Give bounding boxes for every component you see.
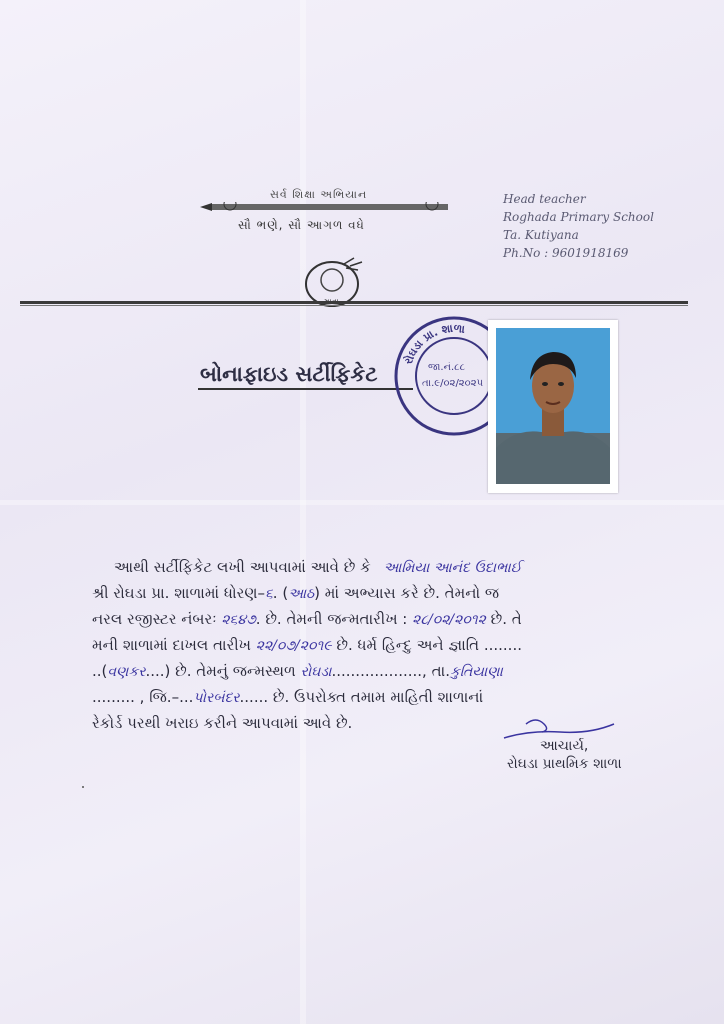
pencil-icon [200, 202, 455, 212]
body-line-1 [114, 558, 522, 576]
signature-title: આચાર્ય, [540, 738, 589, 754]
birthplace: રોઘડા [300, 664, 332, 680]
title-underline [198, 388, 413, 390]
caste: વણકર [107, 664, 146, 680]
taluka: કુતિયાણા [450, 664, 503, 680]
paper-speck [82, 786, 84, 788]
body-line-6 [92, 688, 483, 706]
district: પોરબંદર [193, 690, 240, 706]
intro-text: આથી સર્ટીફિકેટ લખી આપવામાં આવે છે કે [114, 558, 371, 576]
header-divider [20, 301, 688, 304]
student-photo-image [496, 328, 610, 484]
body-line-7: રેકોર્ડ પરથી ખરાઇ કરીને આપવામાં આવે છે. [92, 714, 353, 732]
district-label: ......... , જિ.–... [92, 688, 194, 706]
date-of-birth: ૨૮/૦૨/૨૦૧૨ [412, 612, 486, 628]
motto-top: સર્વ શિક્ષા અભિયાન [270, 188, 368, 201]
taluka-label: ..................., તા. [331, 662, 450, 680]
body-line-2 [92, 584, 499, 602]
head-teacher-phone: Ph.No : 9601918169 [503, 246, 629, 260]
caste-open: ..( [92, 662, 108, 680]
paper-crease [0, 500, 724, 505]
register-label: નરલ રજીસ્ટર નંબરઃ [92, 610, 217, 628]
paper-crease [300, 0, 306, 1024]
stamp-number: જા.નં.૮૮ [428, 362, 466, 373]
head-teacher-line3: Ta. Kutiyana [503, 228, 579, 242]
head-teacher-info [503, 190, 654, 262]
body-line-3 [92, 610, 522, 628]
signature-school: રોઘડા પ્રાથમિક શાળા [507, 756, 622, 772]
body-line-5 [92, 662, 503, 680]
header-divider-thin [20, 305, 688, 306]
studying-text: ) માં અભ્યાસ કરે છે. તેમનો જ [314, 584, 500, 602]
header-motto [200, 188, 460, 248]
register-number: ૨૬૪૭ [221, 612, 256, 628]
religion-caste-label: છે. ધર્મ હિન્દુ અને જ્ઞાતિ ........ [336, 636, 522, 654]
school-std-text: શ્રી રોઘડા પ્રા. શાળામાં ધોરણ– [92, 584, 265, 602]
student-standard: ૬ [264, 586, 273, 602]
stamp-date: તા.૯/૦૨/૨૦૨૫ [422, 378, 484, 389]
stamp-top-text: રોઘડા પ્રા. શાળા [401, 321, 466, 367]
birthplace-label: ....) છે. તેમનું જન્મસ્થળ [145, 662, 296, 680]
admission-label: મની શાળામાં દાખલ તારીખ [92, 636, 251, 654]
paren-open: . ( [272, 584, 289, 602]
info-statement: ...... છે. ઉપરોક્ત તમામ માહિતી શાળાનાં [239, 688, 484, 706]
body-line-4 [92, 636, 522, 654]
motto-bottom: સૌ ભણે, સૌ આગળ વધે [238, 218, 365, 232]
head-teacher-line2: Roghada Primary School [503, 210, 654, 224]
line3-end: છે. તે [490, 610, 522, 628]
certificate-title: બોનાફાઇડ સર્ટીફિકેટ [200, 362, 378, 386]
student-standard-word: આઠ [288, 586, 315, 602]
dob-label: . છે. તેમની જન્મતારીખ : [255, 610, 408, 628]
head-teacher-line1: Head teacher [503, 192, 586, 206]
admission-date: ૨૨/૦૭/૨૦૧૯ [255, 638, 332, 654]
student-photo [488, 320, 618, 493]
student-name: આમિયા આનંદ ઉદાભાઈ [383, 560, 522, 576]
